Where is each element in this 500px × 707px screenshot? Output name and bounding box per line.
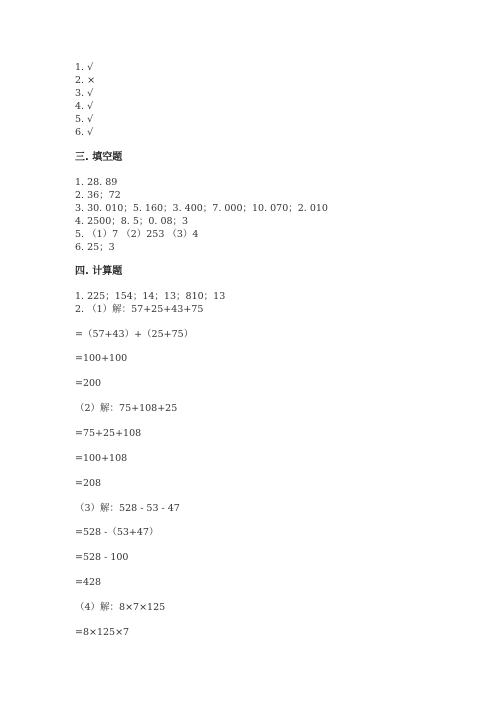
fill-blank-answer-1: 1. 28. 89	[75, 177, 118, 188]
fill-blank-heading: 三. 填空题	[75, 152, 123, 163]
fill-blank-answer-3: 3. 30. 010；5. 160；3. 400；7. 000；10. 070；2. 010	[75, 203, 328, 214]
calc-step: =75+25+108	[75, 428, 142, 439]
calc-step: （3）解：528 - 53 - 47	[75, 503, 180, 514]
judgment-answer-4: 4. √	[75, 101, 94, 112]
calc-step: （2）解：75+108+25	[75, 403, 178, 414]
fill-blank-answer-6: 6. 25；3	[75, 242, 115, 253]
calc-step: =100+100	[75, 353, 128, 364]
calc-step: =100+108	[75, 453, 128, 464]
calculation-answer-2: 2. （1）解：57+25+43+75	[75, 304, 204, 315]
calc-step: =（57+43）+（25+75）	[75, 329, 194, 340]
calc-step: =8×125×7	[75, 627, 130, 638]
fill-blank-answer-5: 5. （1）7 （2）253 （3）4	[75, 229, 199, 240]
fill-blank-answer-2: 2. 36；72	[75, 190, 121, 201]
fill-blank-answer-4: 4. 2500；8. 5；0. 08；3	[75, 216, 189, 227]
calc-step: =208	[75, 478, 102, 489]
calc-step: =428	[75, 577, 102, 588]
calc-step: =200	[75, 378, 102, 389]
judgment-answer-5: 5. √	[75, 114, 94, 125]
calc-step: （4）解：8×7×125	[75, 602, 166, 613]
calc-step: =528 - 100	[75, 552, 129, 563]
judgment-answer-3: 3. √	[75, 88, 94, 99]
calculation-heading: 四. 计算题	[75, 266, 123, 277]
judgment-answer-6: 6. √	[75, 127, 94, 138]
judgment-answer-2: 2. ×	[75, 75, 96, 86]
calculation-answer-1: 1. 225；154；14；13；810；13	[75, 291, 226, 302]
judgment-answer-1: 1. √	[75, 62, 94, 73]
calc-step: =528 -（53+47）	[75, 527, 159, 538]
